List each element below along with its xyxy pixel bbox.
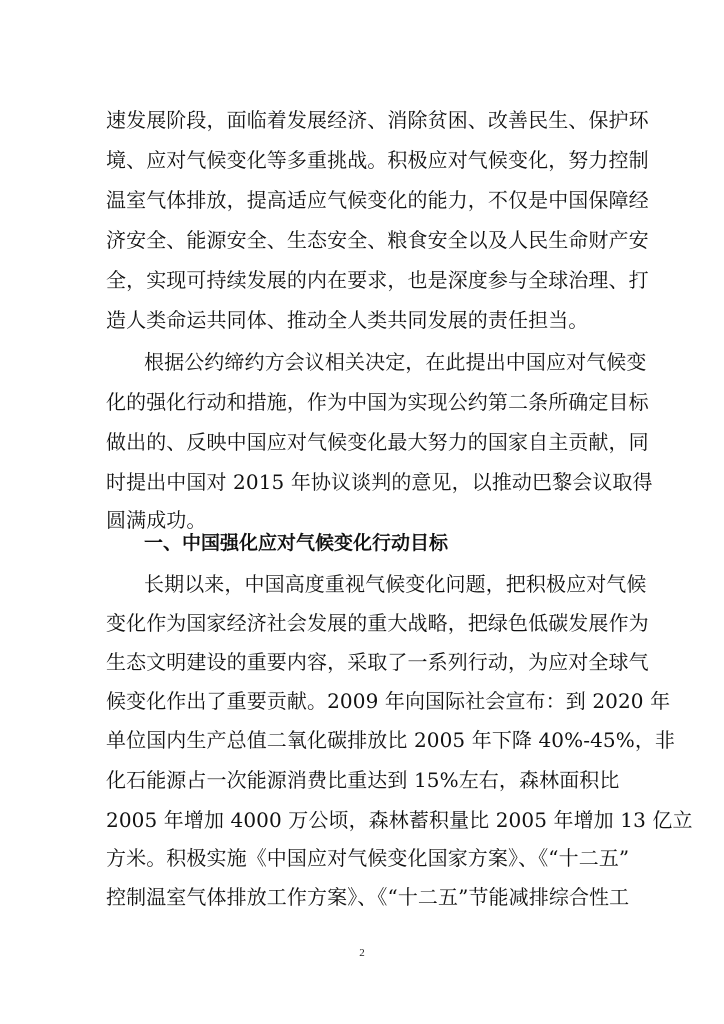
paragraph-line: 做出的、反映中国应对气候变化最大努力的国家自主贡献，同: [106, 430, 649, 454]
paragraph-line: 单位国内生产总值二氧化碳排放比 2005 年下降 40%-45%，非: [106, 728, 676, 752]
paragraph-line: 时提出中国对 2015 年协议谈判的意见，以推动巴黎会议取得: [106, 470, 653, 494]
section-heading: 一、中国强化应对气候变化行动目标: [144, 532, 449, 554]
paragraph-line: 造人类命运共同体、推动全人类共同发展的责任担当。: [106, 308, 589, 332]
paragraph-line: 境、应对气候变化等多重挑战。积极应对气候变化，努力控制: [106, 148, 649, 172]
paragraph-line: 候变化作出了重要贡献。2009 年向国际社会宣布：到 2020 年: [106, 689, 671, 713]
paragraph-line: 方米。积极实施《中国应对气候变化国家方案》、《“十二五”: [106, 846, 630, 870]
paragraph-line: 变化作为国家经济社会发展的重大战略，把绿色低碳发展作为: [106, 611, 649, 635]
paragraph-line: 长期以来，中国高度重视气候变化问题，把积极应对气候: [144, 572, 647, 596]
paragraph-line: 控制温室气体排放工作方案》、《“十二五”节能减排综合性工: [106, 885, 630, 909]
paragraph-line: 济安全、能源安全、生态安全、粮食安全以及人民生命财产安: [106, 228, 649, 252]
paragraph-line: 温室气体排放，提高适应气候变化的能力，不仅是中国保障经: [106, 188, 649, 212]
paragraph-line: 2005 年增加 4000 万公顷，森林蓄积量比 2005 年增加 13 亿立: [106, 808, 693, 832]
paragraph-line: 化的强化行动和措施，作为中国为实现公约第二条所确定目标: [106, 390, 649, 414]
paragraph-line: 全，实现可持续发展的内在要求，也是深度参与全球治理、打: [106, 268, 649, 292]
page-number: 2: [359, 947, 365, 959]
paragraph-line: 根据公约缔约方会议相关决定，在此提出中国应对气候变: [144, 350, 647, 374]
paragraph-line: 生态文明建设的重要内容，采取了一系列行动，为应对全球气: [106, 650, 649, 674]
paragraph-line: 速发展阶段，面临着发展经济、消除贫困、改善民生、保护环: [106, 108, 649, 132]
paragraph-line: 圆满成功。: [106, 508, 207, 532]
paragraph-line: 化石能源占一次能源消费比重达到 15%左右，森林面积比: [106, 768, 620, 792]
